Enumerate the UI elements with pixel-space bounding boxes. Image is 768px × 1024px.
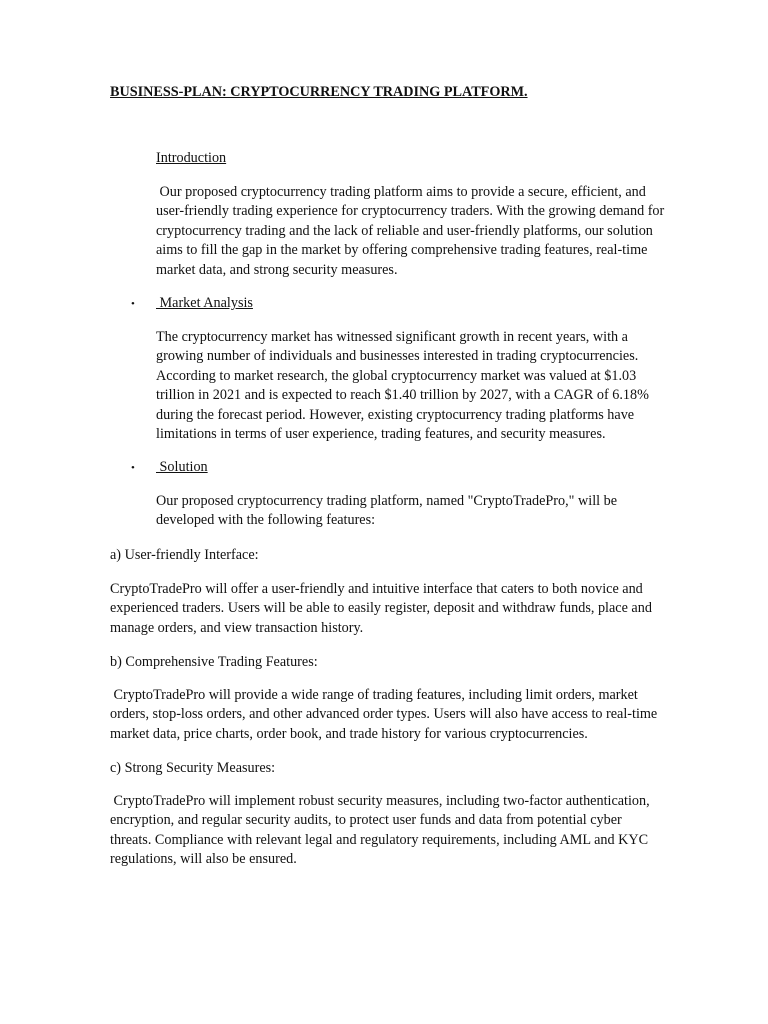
bullet-icon: • bbox=[131, 298, 135, 310]
text-line: manage orders, and view transaction history. bbox=[110, 619, 364, 636]
introduction-paragraph bbox=[156, 183, 726, 280]
text-line: According to market research, the global cryptocurrency market was valued at $1.03 bbox=[156, 367, 637, 384]
text-line: limitations in terms of user experience, trading features, and security measures. bbox=[156, 426, 606, 443]
text-line: threats. Compliance with relevant legal and regulatory requirements, including AML and KYC bbox=[110, 831, 649, 848]
text-line: experienced traders. Users will be able to easily register, deposit and withdraw funds, place and bbox=[110, 600, 652, 617]
text-line: CryptoTradePro will offer a user-friendly and intuitive interface that caters to both novice and bbox=[110, 581, 643, 597]
text-line: trillion in 2021 and is expected to reach $1.40 trillion by 2027, with a CAGR of 6.18% bbox=[156, 387, 649, 404]
bullet-icon: • bbox=[131, 462, 135, 474]
solution-heading: Solution bbox=[156, 459, 208, 475]
feature-c-label: c) Strong Security Measures: bbox=[110, 760, 276, 776]
text-line: The cryptocurrency market has witnessed significant growth in recent years, with a bbox=[156, 329, 628, 345]
solution-paragraph bbox=[156, 492, 726, 531]
text-line: cryptocurrency trading and the lack of reliable and user-friendly platforms, our solution bbox=[156, 222, 653, 239]
feature-c-paragraph bbox=[110, 792, 718, 870]
market-analysis-paragraph bbox=[156, 328, 726, 444]
text-line: market data, and strong security measures. bbox=[156, 261, 398, 278]
text-line: Our proposed cryptocurrency trading platform, named "CryptoTradePro," will be bbox=[156, 493, 618, 509]
text-line: developed with the following features: bbox=[156, 512, 376, 529]
text-line: encryption, and regular security audits, to protect user funds and data from potential cyber bbox=[110, 812, 622, 829]
feature-a-paragraph bbox=[110, 580, 718, 638]
text-line: orders, stop-loss orders, and other advanced order types. Users will also have access to real-time bbox=[110, 706, 658, 723]
feature-b-label: b) Comprehensive Trading Features: bbox=[110, 654, 318, 670]
feature-a-label: a) User-friendly Interface: bbox=[110, 547, 259, 563]
text-line: CryptoTradePro will implement robust security measures, including two-factor authentication, bbox=[110, 793, 650, 809]
text-line: growing number of individuals and businesses interested in trading cryptocurrencies. bbox=[156, 348, 639, 365]
market-analysis-heading: Market Analysis bbox=[156, 295, 253, 311]
text-line: aims to fill the gap in the market by offering comprehensive trading features, real-time bbox=[156, 242, 648, 259]
introduction-heading: Introduction bbox=[156, 150, 227, 166]
feature-b-paragraph bbox=[110, 686, 718, 744]
text-line: during the forecast period. However, existing cryptocurrency trading platforms have bbox=[156, 406, 635, 423]
text-line: regulations, will also be ensured. bbox=[110, 851, 297, 868]
text-line: user-friendly trading experience for cryptocurrency traders. With the growing demand for bbox=[156, 203, 665, 220]
page-title: BUSINESS-PLAN: CRYPTOCURRENCY TRADING PLATFORM. bbox=[110, 84, 528, 100]
text-line: market data, price charts, order book, and trade history for various cryptocurrencies. bbox=[110, 725, 588, 742]
text-line: CryptoTradePro will provide a wide range of trading features, including limit orders, market bbox=[110, 687, 638, 703]
text-line: Our proposed cryptocurrency trading platform aims to provide a secure, efficient, and bbox=[156, 184, 646, 200]
